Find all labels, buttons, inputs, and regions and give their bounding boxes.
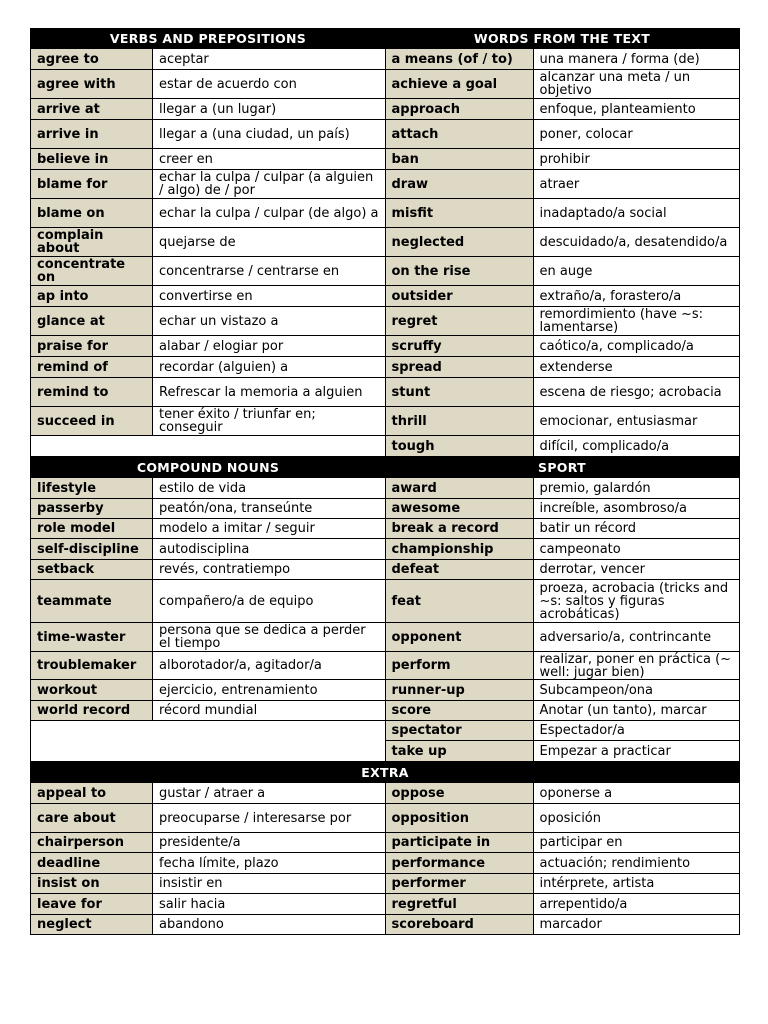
english-term: runner-up [386,680,534,700]
english-term: oppose [386,783,534,803]
spanish-translation: arrepentido/a [534,894,741,914]
spanish-translation: caótico/a, complicado/a [534,336,741,356]
vocab-row [31,70,386,99]
english-term: remind to [31,378,153,406]
vocab-row [31,228,386,257]
vocab-row [386,853,741,874]
english-term: self-discipline [31,539,153,559]
vocab-row [386,478,741,499]
english-term: outsider [386,286,534,306]
english-term: chairperson [31,833,153,852]
spanish-translation: preocuparse / interesarse por [153,804,386,832]
english-term: award [386,478,534,498]
vocab-row [31,170,386,199]
vocab-row [31,560,386,580]
english-term: arrive at [31,99,153,119]
vocab-row [386,915,741,935]
vocab-row [386,436,741,457]
spanish-translation: concentrarse / centrarse en [153,257,386,285]
spanish-translation: revés, contratiempo [153,560,386,579]
section-title-compound-nouns: COMPOUND NOUNS [136,460,280,475]
section-title-extra: EXTRA [361,765,409,780]
vocab-row [386,721,741,741]
vocab-row [31,652,386,680]
spanish-translation: persona que se dedica a perder el tiempo [153,623,386,651]
spanish-translation: salir hacia [153,894,386,914]
english-term: scruffy [386,336,534,356]
vocab-row [31,894,386,915]
spanish-translation: remordimiento (have ~s: lamentarse) [534,307,741,335]
spanish-translation: increíble, asombroso/a [534,499,741,518]
english-term: workout [31,680,153,700]
vocab-row [386,336,741,357]
spanish-translation: escena de riesgo; acrobacia [534,378,741,406]
vocab-row [386,120,741,149]
english-term: time-waster [31,623,153,651]
english-term: performer [386,874,534,893]
vocab-row [386,701,741,721]
column-verbs-prepositions [31,49,386,457]
english-term: on the rise [386,257,534,285]
vocab-row [31,257,386,286]
spanish-translation: Empezar a practicar [534,741,741,761]
vocab-row [31,853,386,874]
vocab-row [386,70,741,99]
english-term: ap into [31,286,153,306]
vocab-row [386,741,741,762]
spanish-translation: premio, galardón [534,478,741,498]
vocab-row [386,874,741,894]
empty-cell [31,436,386,457]
english-term: feat [386,580,534,622]
spanish-translation: estar de acuerdo con [153,70,386,98]
spanish-translation: llegar a (un lugar) [153,99,386,119]
section-header-bottom [30,762,740,783]
vocab-row [386,560,741,580]
section-grid-bottom [30,783,740,935]
spanish-translation: autodisciplina [153,539,386,559]
spanish-translation: recordar (alguien) a [153,357,386,377]
vocab-row [386,378,741,407]
vocab-row [31,478,386,499]
spanish-translation: participar en [534,833,741,852]
english-term: regretful [386,894,534,914]
vocab-row [386,357,741,378]
english-term: teammate [31,580,153,622]
spanish-translation: emocionar, entusiasmar [534,407,741,435]
vocab-row [31,701,386,721]
english-term: opponent [386,623,534,651]
spanish-translation: creer en [153,149,386,169]
vocab-row [31,120,386,149]
vocab-row [386,286,741,307]
english-term: participate in [386,833,534,852]
english-term: glance at [31,307,153,335]
vocab-row [31,199,386,228]
vocab-row [386,407,741,436]
spanish-translation: estilo de vida [153,478,386,498]
vocab-row [386,833,741,853]
spanish-translation: compañero/a de equipo [153,580,386,622]
vocab-row [31,580,386,623]
english-term: succeed in [31,407,153,435]
english-term: approach [386,99,534,119]
vocab-row [31,336,386,357]
english-term: spectator [386,721,534,740]
spanish-translation: batir un récord [534,519,741,538]
english-term: blame for [31,170,153,198]
spanish-translation: abandono [153,915,386,934]
spanish-translation: prohibir [534,149,741,169]
spanish-translation: echar la culpa / culpar (a alguien / algo) de / por [153,170,386,198]
spanish-translation: ejercicio, entrenamiento [153,680,386,700]
vocab-row [31,149,386,170]
vocab-row [386,894,741,915]
column-compound-nouns [31,478,386,762]
column-sport [386,478,741,762]
vocab-row [31,407,386,436]
english-term: stunt [386,378,534,406]
vocab-row [31,99,386,120]
english-term: care about [31,804,153,832]
english-term: neglect [31,915,153,934]
english-term: scoreboard [386,915,534,934]
english-term: setback [31,560,153,579]
spanish-translation: inadaptado/a social [534,199,741,227]
english-term: role model [31,519,153,538]
english-term: performance [386,853,534,873]
english-term: attach [386,120,534,148]
section-header-top [30,28,740,49]
vocab-row [31,804,386,833]
english-term: lifestyle [31,478,153,498]
spanish-translation: atraer [534,170,741,198]
spanish-translation: extenderse [534,357,741,377]
vocab-row [386,49,741,70]
vocab-row [31,915,386,935]
english-term: thrill [386,407,534,435]
english-term: tough [386,436,534,456]
english-term: opposition [386,804,534,832]
spanish-translation: llegar a (una ciudad, un país) [153,120,386,148]
english-term: deadline [31,853,153,873]
vocab-row [31,874,386,894]
vocab-row [31,378,386,407]
english-term: regret [386,307,534,335]
spanish-translation: intérprete, artista [534,874,741,893]
spanish-translation: alcanzar una meta / un objetivo [534,70,741,98]
section-grid-middle [30,478,740,762]
english-term: insist on [31,874,153,893]
vocab-row [386,804,741,833]
vocab-row [386,519,741,539]
spanish-translation: fecha límite, plazo [153,853,386,873]
spanish-translation: gustar / atraer a [153,783,386,803]
column-words-from-text [386,49,741,457]
english-term: score [386,701,534,720]
column-extra-right [386,783,741,935]
spanish-translation: extraño/a, forastero/a [534,286,741,306]
spanish-translation: realizar, poner en práctica (~ well: jugar bien) [534,652,741,679]
english-term: break a record [386,519,534,538]
vocab-row [31,783,386,804]
spanish-translation: enfoque, planteamiento [534,99,741,119]
column-extra-left [31,783,386,935]
spanish-translation: oponerse a [534,783,741,803]
spanish-translation: adversario/a, contrincante [534,623,741,651]
english-term: neglected [386,228,534,256]
english-term: agree with [31,70,153,98]
vocabulary-sheet [30,28,740,935]
spanish-translation: aceptar [153,49,386,69]
spanish-translation: proeza, acrobacia (tricks and ~s: saltos y figuras acrobáticas) [534,580,741,622]
english-term: leave for [31,894,153,914]
spanish-translation: modelo a imitar / seguir [153,519,386,538]
english-term: praise for [31,336,153,356]
english-term: passerby [31,499,153,518]
spanish-translation: convertirse en [153,286,386,306]
spanish-translation: descuidado/a, desatendido/a [534,228,741,256]
vocab-row [386,199,741,228]
section-title-verbs-prepositions: VERBS AND PREPOSITIONS [109,31,307,46]
vocab-row [31,499,386,519]
english-term: achieve a goal [386,70,534,98]
english-term: remind of [31,357,153,377]
spanish-translation: echar un vistazo a [153,307,386,335]
english-term: appeal to [31,783,153,803]
spanish-translation: tener éxito / triunfar en; conseguir [153,407,386,435]
spanish-translation: quejarse de [153,228,386,256]
english-term: spread [386,357,534,377]
spanish-translation: echar la culpa / culpar (de algo) a [153,199,386,227]
english-term: draw [386,170,534,198]
vocab-row [386,228,741,257]
spanish-translation: oposición [534,804,741,832]
vocab-row [386,623,741,652]
vocab-row [31,307,386,336]
section-grid-top [30,49,740,457]
vocab-row [386,170,741,199]
vocab-row [386,499,741,519]
english-term: blame on [31,199,153,227]
vocab-row [31,833,386,853]
spanish-translation: alborotador/a, agitador/a [153,652,386,679]
spanish-translation: una manera / forma (de) [534,49,741,69]
english-term: ban [386,149,534,169]
vocab-row [386,257,741,286]
vocab-row [31,286,386,307]
vocab-row [31,357,386,378]
english-term: awesome [386,499,534,518]
english-term: championship [386,539,534,559]
vocab-row [386,652,741,680]
english-term: a means (of / to) [386,49,534,69]
vocab-row [386,307,741,336]
spanish-translation: Espectador/a [534,721,741,740]
vocab-row [386,99,741,120]
spanish-translation: poner, colocar [534,120,741,148]
spanish-translation: peatón/ona, transeúnte [153,499,386,518]
spanish-translation: Anotar (un tanto), marcar [534,701,741,720]
english-term: arrive in [31,120,153,148]
vocab-row [386,580,741,623]
english-term: agree to [31,49,153,69]
vocab-row [386,149,741,170]
vocab-row [31,680,386,701]
spanish-translation: Refrescar la memoria a alguien [153,378,386,406]
section-header-middle [30,457,740,478]
english-term: misfit [386,199,534,227]
section-title-sport: SPORT [538,460,586,475]
vocab-row [31,539,386,560]
spanish-translation: derrotar, vencer [534,560,741,579]
english-term: troublemaker [31,652,153,679]
vocab-row [386,680,741,701]
english-term: world record [31,701,153,720]
english-term: defeat [386,560,534,579]
vocab-row [31,49,386,70]
spanish-translation: insistir en [153,874,386,893]
spanish-translation: Subcampeon/ona [534,680,741,700]
english-term: concentrate on [31,257,153,285]
spanish-translation: actuación; rendimiento [534,853,741,873]
english-term: take up [386,741,534,761]
spanish-translation: presidente/a [153,833,386,852]
vocab-row [31,623,386,652]
vocab-row [386,539,741,560]
spanish-translation: campeonato [534,539,741,559]
english-term: perform [386,652,534,679]
empty-cell [31,721,386,762]
english-term: complain about [31,228,153,256]
spanish-translation: difícil, complicado/a [534,436,741,456]
english-term: believe in [31,149,153,169]
section-title-words-from-text: WORDS FROM THE TEXT [473,31,651,46]
spanish-translation: alabar / elogiar por [153,336,386,356]
spanish-translation: en auge [534,257,741,285]
vocab-row [386,783,741,804]
vocab-row [31,519,386,539]
spanish-translation: récord mundial [153,701,386,720]
spanish-translation: marcador [534,915,741,934]
